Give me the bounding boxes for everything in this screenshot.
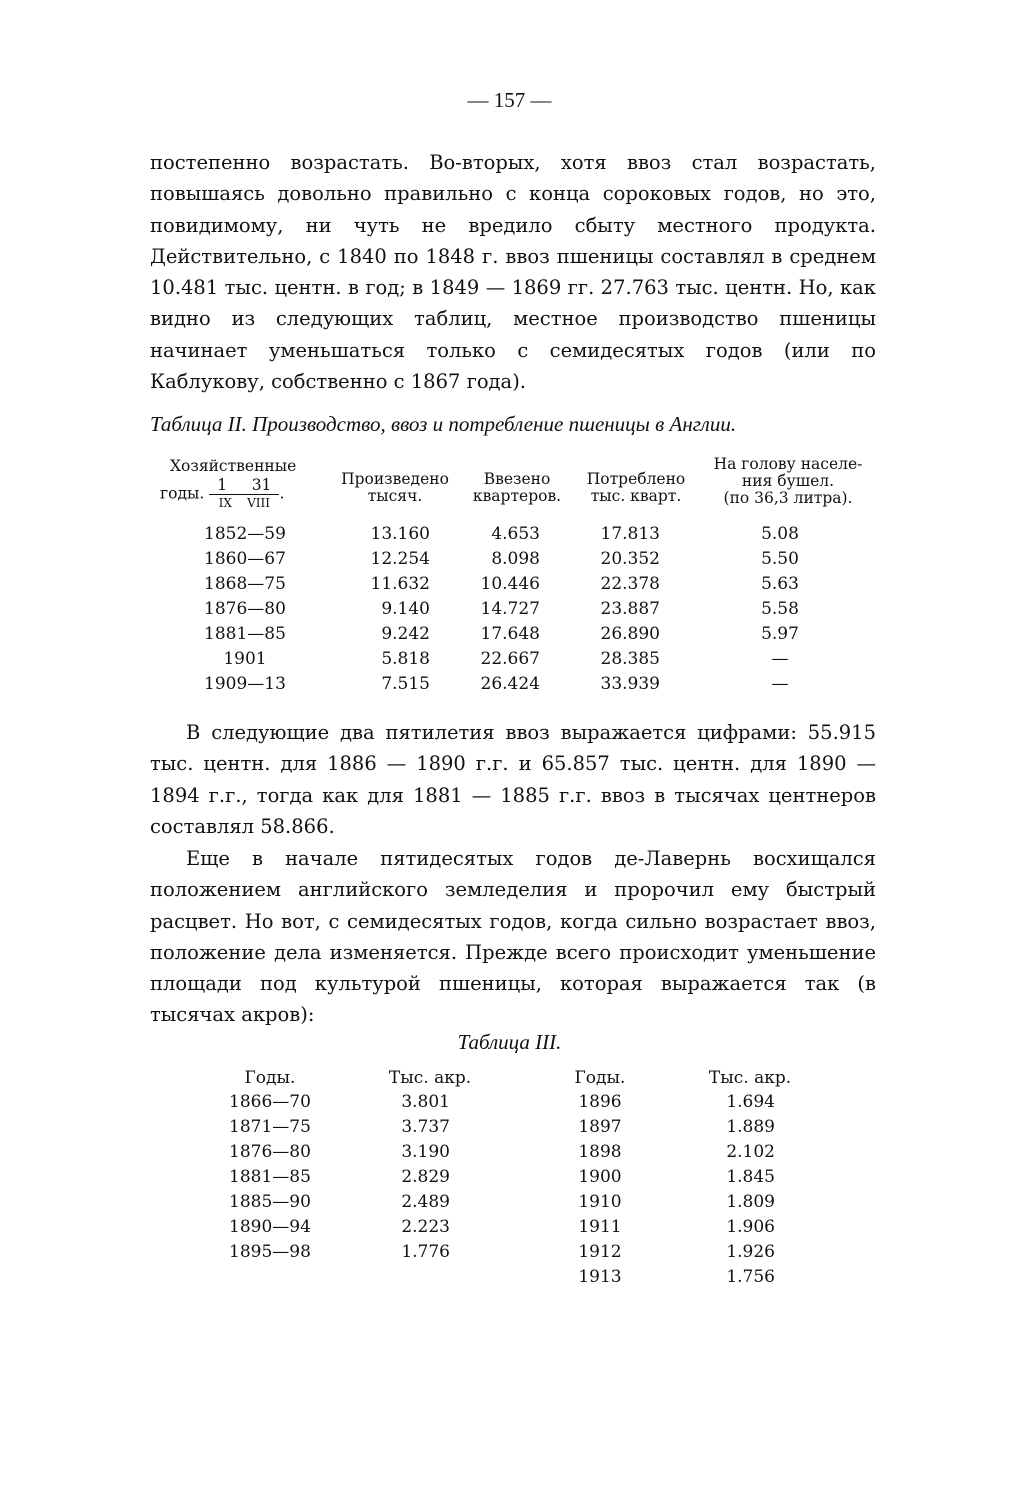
cell-consumed: 23.887 [600,599,660,619]
cell-acres-right: 1.756 [726,1267,775,1287]
cell-per-head: 5.58 [761,599,799,619]
cell-years-left: 1881—85 [229,1167,311,1187]
table3-header-acres-right: Тыс. акр. [708,1068,792,1088]
cell-years-right: 1896 [578,1092,622,1112]
cell-per-head: — [771,649,789,669]
table2-header-consumed [576,471,696,505]
cell-consumed: 17.813 [600,524,660,544]
cell-imported: 8.098 [491,549,540,569]
cell-consumed: 28.385 [600,649,660,669]
table3-row [0,1217,1019,1242]
table2-header-years [160,458,335,512]
imported-header-line1: Ввезено [483,470,551,488]
cell-acres-left: 3.737 [401,1117,450,1137]
cell-produced: 11.632 [370,574,430,594]
table3-row [0,1142,1019,1167]
table2-header-imported [462,471,572,505]
cell-produced: 5.818 [381,649,430,669]
cell-acres-right: 1.906 [726,1217,775,1237]
cell-per-head: 5.08 [761,524,799,544]
cell-per-head: 5.97 [761,624,799,644]
cell-acres-right: 1.889 [726,1117,775,1137]
table2-row [0,599,1019,624]
cell-acres-left: 1.776 [401,1242,450,1262]
cell-consumed: 20.352 [600,549,660,569]
cell-imported: 22.667 [480,649,540,669]
table2-caption: Таблица II. Производство, ввоз и потребление пшеницы в Англии. [150,412,737,436]
years-header-line2 [160,477,335,512]
years-header-line1: Хозяйственные [170,457,297,475]
cell-years: 1876—80 [204,599,286,619]
cell-years: 1852—59 [204,524,286,544]
cell-produced: 9.242 [381,624,430,644]
cell-acres-right: 1.694 [726,1092,775,1112]
table2-header-per-head [698,456,878,507]
table3-header-years-left: Годы. [244,1068,296,1088]
cell-produced: 13.160 [370,524,430,544]
cell-acres-left: 3.190 [401,1142,450,1162]
cell-years-right: 1898 [578,1142,622,1162]
cell-years: 1909—13 [204,674,286,694]
table3-row [0,1192,1019,1217]
cell-acres-right: 1.809 [726,1192,775,1212]
produced-header-line2: тысяч. [367,487,423,505]
cell-acres-left: 2.489 [401,1192,450,1212]
years-prefix: годы. [160,484,205,503]
cell-years-left: 1871—75 [229,1117,311,1137]
cell-imported: 14.727 [480,599,540,619]
cell-years-left: 1876—80 [229,1142,311,1162]
cell-years-left: 1895—98 [229,1242,311,1262]
cell-years-right: 1911 [578,1217,622,1237]
cell-years-left: 1890—94 [229,1217,311,1237]
cell-acres-left: 3.801 [401,1092,450,1112]
cell-imported: 4.653 [491,524,540,544]
cell-years-left: 1866—70 [229,1092,311,1112]
paragraph-2: В следующие два пятилетия ввоз выражается цифрами: 55.915 тыс. центн. для 1886 — 1890 г.г. и 65.857 тыс. центн. для 1890 — 1894 г.г., тогда как для 1881 — 1885 г.г. ввоз в тысячах центнеров составлял 58.866. [150,721,876,838]
cell-years-left: 1885—90 [229,1192,311,1212]
table2-row [0,549,1019,574]
years-fraction-numerator: 1 31 [209,477,279,495]
cell-acres-left: 2.829 [401,1167,450,1187]
imported-header-line2: квартеров. [472,487,562,505]
per-head-header-line3: (по 36,3 литра). [723,489,853,507]
table3-row [0,1117,1019,1142]
page-number: — 157 — [467,88,552,112]
cell-per-head: 5.50 [761,549,799,569]
table2-row [0,624,1019,649]
cell-years-right: 1900 [578,1167,622,1187]
cell-acres-right: 1.845 [726,1167,775,1187]
table2-row [0,574,1019,599]
paragraph-1: постепенно возрастать. Во-вторых, хотя ввоз стал возрастать, повышаясь довольно правильно с конца сороковых годов, но это, повидимому, ни чуть не вредило сбыту местного продукта. Действительно, с 1840 по 1848 г. ввоз пшеницы составлял в среднем 10.481 тыс. центн. в год; в 1849 — 1869 гг. 27.763 тыс. центн. Но, как видно из следующих таблиц, местное производство пшеницы начинает уменьшаться только с семидесятых годов (или по Каблукову, собственно с 1867 года). [150,151,876,394]
consumed-header-line1: Потреблено [586,470,686,488]
years-fraction-denominator: IX VIII [218,496,271,510]
table3-header-acres-left: Тыс. акр. [388,1068,472,1088]
cell-imported: 10.446 [480,574,540,594]
cell-acres-right: 2.102 [726,1142,775,1162]
cell-years: 1868—75 [204,574,286,594]
cell-years-right: 1897 [578,1117,622,1137]
cell-years: 1901 [223,649,267,669]
cell-consumed: 26.890 [600,624,660,644]
paragraph-3: Еще в начале пятидесятых годов де-Лавернь восхищался положением английского земледелия и пророчил ему быстрый расцвет. Но вот, с семидесятых годов, когда сильно возрастает ввоз, положение дела изменяется. Прежде всего происходит уменьшение площади под культурой пшеницы, которая выражается так (в тысячах акров): [150,847,876,1027]
cell-imported: 26.424 [480,674,540,694]
table3-row [0,1167,1019,1192]
cell-consumed: 22.378 [600,574,660,594]
cell-imported: 17.648 [480,624,540,644]
consumed-header-line2: тыс. кварт. [590,487,682,505]
cell-acres-right: 1.926 [726,1242,775,1262]
cell-acres-left: 2.223 [401,1217,450,1237]
cell-per-head: 5.63 [761,574,799,594]
table2-row [0,524,1019,549]
cell-per-head: — [771,674,789,694]
table3-row [0,1267,1019,1292]
cell-produced: 7.515 [381,674,430,694]
cell-years: 1881—85 [204,624,286,644]
table3-row [0,1242,1019,1267]
cell-years: 1860—67 [204,549,286,569]
table3-row [0,1092,1019,1117]
per-head-header-line2: ния бушел. [741,472,835,490]
cell-consumed: 33.939 [600,674,660,694]
table3-header-years-right: Годы. [574,1068,626,1088]
table2-header-produced [330,471,460,505]
cell-years-right: 1912 [578,1242,622,1262]
table3-caption: Таблица III. [457,1030,562,1054]
per-head-header-line1: На голову населе- [713,455,863,473]
produced-header-line1: Произведено [341,470,449,488]
cell-years-right: 1913 [578,1267,622,1287]
cell-produced: 9.140 [381,599,430,619]
cell-years-right: 1910 [578,1192,622,1212]
cell-produced: 12.254 [370,549,430,569]
years-fraction [209,477,279,512]
years-suffix: . [279,484,285,503]
table2-row [0,649,1019,674]
table2-row [0,674,1019,699]
